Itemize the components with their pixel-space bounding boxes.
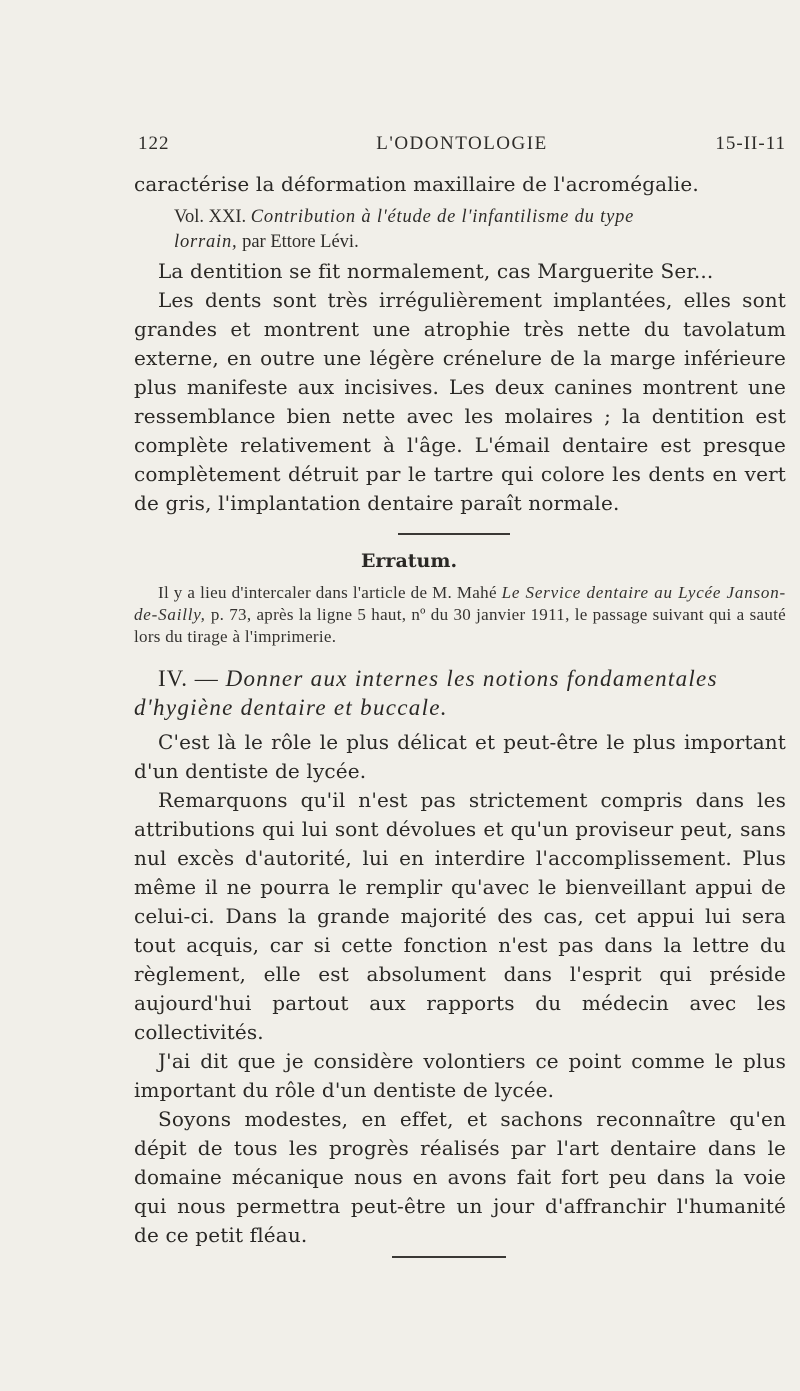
volume-title-part2: lorrain, — [174, 232, 238, 252]
erratum-text-b: p. 73, après la ligne 5 haut, nº du 30 janvier 1911, le passage suivant qui a sauté lors du tirage à l'imprimerie. — [134, 605, 786, 646]
section-heading — [134, 664, 786, 722]
paragraph: La dentition se fit normalement, cas Marguerite Ser... — [158, 259, 714, 283]
issue-date: 15-II-11 — [715, 133, 786, 154]
volume-reference-line1 — [134, 205, 786, 230]
opening-line: caractérise la déformation maxillaire de l'acromégalie. — [134, 172, 699, 196]
volume-prefix: Vol. XXI. — [174, 207, 247, 227]
erratum-article-title: Le Service dentaire au Lycée Janson-de-Sailly, — [134, 583, 786, 624]
volume-reference-line2 — [134, 230, 786, 255]
paragraph: Les dents sont très irrégulièrement implantées, elles sont grandes et montrent une atrophie très nette du tavolatum externe, en outre une légère crénelure de la marge inférieure plus manifeste aux incisives. Les deux canines montrent une ressemblance bien nette avec les molaires ; la dentition est complète relativement à l'âge. L'émail dentaire est presque complètement détruit par le tartre qui colore les dents en vert de gris, l'implantation dentaire paraît normale. — [134, 288, 786, 515]
bottom-paragraphs — [134, 728, 786, 1250]
end-divider — [392, 1256, 506, 1258]
page-number: 122 — [138, 133, 170, 154]
volume-title-part1: Contribution à l'étude de l'infantilisme du type — [250, 207, 635, 227]
erratum-text-a: Il y a lieu d'intercaler dans l'article de M. Mahé — [158, 583, 497, 602]
paragraph: Remarquons qu'il n'est pas strictement compris dans les attributions qui lui sont dévolues et qu'un proviseur peut, sans nul excès d'autorité, lui en interdire l'accomplissement. Plus même il ne pourra le remplir qu'avec le bienveillant appui de celui-ci. Dans la grande majorité des cas, cet appui lui sera tout acquis, car si cette fonction n'est pas dans la lettre du règlement, elle est absolument dans l'esprit qui préside aujourd'hui partout aux rapports du médecin avec les collectivités. — [134, 788, 786, 1044]
section-number: IV. — — [158, 666, 219, 691]
paragraph: C'est là le rôle le plus délicat et peut-être le plus important d'un dentiste de lycée. — [134, 730, 786, 783]
top-paragraphs — [134, 257, 786, 518]
section-divider — [398, 533, 510, 535]
volume-reference — [134, 205, 786, 255]
running-title: L'ODONTOLOGIE — [376, 133, 548, 154]
volume-suffix: par Ettore Lévi. — [242, 232, 359, 252]
opening-line-block — [134, 170, 786, 199]
page-header — [138, 133, 786, 159]
paragraph: J'ai dit que je considère volontiers ce point comme le plus important du rôle d'un dentiste de lycée. — [134, 1049, 786, 1102]
erratum-title: Erratum. — [360, 550, 458, 572]
section-title: Donner aux internes les notions fondamentales d'hygiène dentaire et buccale. — [134, 666, 718, 720]
erratum-text — [134, 582, 786, 648]
paragraph: Soyons modestes, en effet, et sachons reconnaître qu'en dépit de tous les progrès réalisés par l'art dentaire dans le domaine mécanique nous en avons fait fort peu dans la voie qui nous permettra peut-être un jour d'affranchir l'humanité de ce petit fléau. — [134, 1107, 786, 1247]
